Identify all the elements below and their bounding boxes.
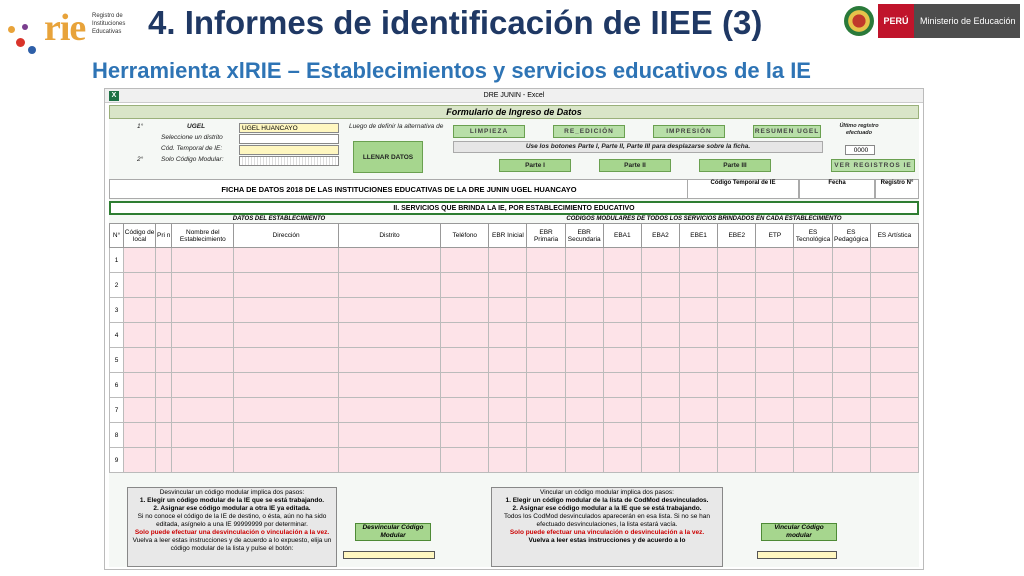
table-row [110,448,919,473]
table-cell[interactable] [172,398,234,423]
table-body [110,248,919,473]
logo-dot [16,38,25,47]
table-cell[interactable] [338,423,440,448]
fecha-header: Fecha [799,179,875,199]
table-cell[interactable] [870,298,918,323]
excel-icon: X [109,91,119,101]
instr-line: 2. Asignar ese código modular a la IE que se está trabajando. [512,505,702,512]
nav-note: Use los botones Parte I, Parte II, Parte III para desplazarse sobre la ficha. [453,141,823,153]
table-cell[interactable] [756,248,794,273]
table-cell[interactable] [603,373,641,398]
step1-label: 1° [137,123,144,130]
table-cell[interactable] [156,373,172,398]
table-cell[interactable] [680,273,718,298]
table-cell[interactable] [124,348,156,373]
table-cell[interactable] [156,348,172,373]
table-cell[interactable] [718,323,756,348]
table-cell[interactable] [338,373,440,398]
table-cell[interactable] [338,273,440,298]
logo-subtitle: Registro de Instituciones Educativas [92,13,126,35]
table-cell[interactable] [832,448,870,473]
worksheet [109,105,919,567]
instr-line: 1. Elegir un código modular de la lista de CodMod desvinculados. [505,497,709,504]
table-row [110,423,919,448]
row-number: 8 [110,423,124,448]
logo-dot [8,26,15,33]
table-cell[interactable] [680,248,718,273]
modular-field[interactable] [239,156,339,166]
table-cell[interactable] [870,273,918,298]
table-cell[interactable] [680,323,718,348]
table-cell[interactable] [489,398,527,423]
col-header: ES Artística [870,224,918,248]
row-number: 2 [110,273,124,298]
table-cell[interactable] [565,273,603,298]
col-header: EBA2 [641,224,679,248]
table-cell[interactable] [527,348,565,373]
table-cell[interactable] [172,248,234,273]
table-cell[interactable] [794,348,832,373]
table-row [110,323,919,348]
services-table [109,223,919,473]
table-cell[interactable] [527,448,565,473]
table-cell[interactable] [172,348,234,373]
temp-code-label: Cód. Temporal de IE: [161,145,223,152]
table-cell[interactable] [234,373,338,398]
table-cell[interactable] [870,373,918,398]
table-cell[interactable] [234,248,338,273]
table-cell[interactable] [680,373,718,398]
coat-of-arms-icon [844,6,874,36]
page-title: 4. Informes de identificación de IIEE (3) [148,4,763,41]
instr-line: Vuelva a leer estas instrucciones y de acuerdo a lo [528,537,686,544]
col-header: ETP [756,224,794,248]
table-cell[interactable] [718,373,756,398]
table-row [110,373,919,398]
instr-line: 2. Asignar ese código modular a otra IE ya editada. [153,505,311,512]
col-header: Distrito [338,224,440,248]
table-cell[interactable] [680,298,718,323]
table-cell[interactable] [489,448,527,473]
instr-line: Todos los CodMod desvinculados aparecerán en esa lista. Si no se han efectuado desvinculaciones, la lista estará vacía. [504,513,710,528]
table-header-row [110,224,919,248]
step2-label: 2° [137,156,144,163]
table-cell[interactable] [441,248,489,273]
table-cell[interactable] [603,298,641,323]
parte3-button[interactable]: Parte III [699,159,771,172]
table-cell[interactable] [172,323,234,348]
col-header: Pri n [156,224,172,248]
limpieza-button[interactable]: LIMPIEZA [453,125,525,138]
table-cell[interactable] [441,398,489,423]
ficha-title: FICHA DE DATOS 2018 DE LAS INSTITUCIONES EDUCATIVAS DE LA DRE JUNIN UGEL HUANCAYO [109,179,689,199]
table-cell[interactable] [832,323,870,348]
table-cell[interactable] [718,398,756,423]
desvincular-button[interactable]: Desvincular Código Modular [355,523,431,541]
table-cell[interactable] [718,248,756,273]
rie-logo [4,2,144,58]
table-cell[interactable] [565,298,603,323]
row-number: 6 [110,373,124,398]
table-cell[interactable] [234,348,338,373]
excel-window [104,88,924,570]
col-header: EBE2 [718,224,756,248]
table-cell[interactable] [527,423,565,448]
table-cell[interactable] [756,398,794,423]
peru-label: PERÚ [878,4,914,38]
table-cell[interactable] [172,298,234,323]
table-cell[interactable] [441,323,489,348]
table-cell[interactable] [527,248,565,273]
table-cell[interactable] [756,298,794,323]
instr-line: Solo puede efectuar una desvinculación o vinculación a la vez. [134,529,330,536]
table-cell[interactable] [680,398,718,423]
table-cell[interactable] [338,348,440,373]
table-cell[interactable] [565,423,603,448]
table-row [110,273,919,298]
table-cell[interactable] [489,423,527,448]
row-number: 4 [110,323,124,348]
temp-code-header: Código Temporal de IE [687,179,799,199]
col-header: EBE1 [680,224,718,248]
window-title: DRE JUNIN - Excel [483,92,545,99]
table-cell[interactable] [641,423,679,448]
table-cell[interactable] [441,448,489,473]
ugel-label: UGEL [187,123,206,130]
table-cell[interactable] [718,273,756,298]
table-cell[interactable] [641,298,679,323]
table-cell[interactable] [527,298,565,323]
re-edicion-button[interactable]: RE_EDICIÓN [553,125,625,138]
table-cell[interactable] [527,323,565,348]
desvincular-instructions [127,487,337,567]
table-cell[interactable] [756,273,794,298]
table-cell[interactable] [794,323,832,348]
table-row [110,348,919,373]
table-cell[interactable] [338,298,440,323]
table-cell[interactable] [870,323,918,348]
table-cell[interactable] [156,248,172,273]
row-number: 9 [110,448,124,473]
row-number: 7 [110,398,124,423]
table-cell[interactable] [832,298,870,323]
table-cell[interactable] [832,398,870,423]
table-cell[interactable] [172,373,234,398]
table-cell[interactable] [756,348,794,373]
table-cell[interactable] [680,448,718,473]
instr-line: Vuelva a leer estas instrucciones y de acuerdo a lo expuesto, elija un código modular de la lista y pulse el botón: [132,537,332,552]
table-cell[interactable] [832,373,870,398]
col-header: ES Pedagógica [832,224,870,248]
table-cell[interactable] [124,373,156,398]
table-cell[interactable] [756,423,794,448]
table-cell[interactable] [489,323,527,348]
ministry-logo [844,4,1020,38]
sub-header-right: CODIGOS MODULARES DE TODOS LOS SERVICIOS BRINDADOS EN CADA ESTABLECIMIENTO [566,216,842,222]
table-cell[interactable] [156,273,172,298]
table-cell[interactable] [794,248,832,273]
table-cell[interactable] [565,448,603,473]
impresion-button[interactable]: IMPRESIÓN [653,125,725,138]
table-cell[interactable] [641,323,679,348]
table-cell[interactable] [156,298,172,323]
row-number: 1 [110,248,124,273]
table-cell[interactable] [718,298,756,323]
table-cell[interactable] [756,323,794,348]
table-cell[interactable] [338,448,440,473]
col-header: EBR Inicial [489,224,527,248]
table-cell[interactable] [489,373,527,398]
table-cell[interactable] [641,273,679,298]
modular-label: Solo Código Modular: [161,156,224,163]
parte1-button[interactable]: Parte I [499,159,571,172]
table-cell[interactable] [641,448,679,473]
table-cell[interactable] [441,373,489,398]
table-cell[interactable] [718,423,756,448]
col-header: EBA1 [603,224,641,248]
table-cell[interactable] [441,348,489,373]
table-cell[interactable] [527,373,565,398]
table-cell[interactable] [718,448,756,473]
registro-header: Registro N° [875,179,919,199]
ultimo-registro-value: 0000 [845,145,875,155]
table-cell[interactable] [234,423,338,448]
table-cell[interactable] [172,448,234,473]
instr-line: Si no conoce el código de la IE de destino, o ésta, aún no ha sido editada, asígnelo a una IE 99999999 por determinar. [137,513,327,528]
table-cell[interactable] [680,423,718,448]
table-cell[interactable] [565,323,603,348]
table-cell[interactable] [565,373,603,398]
table-cell[interactable] [124,248,156,273]
desvincular-select[interactable] [343,551,435,559]
table-cell[interactable] [641,248,679,273]
table-cell[interactable] [124,423,156,448]
page-subtitle: Herramienta xlRIE – Establecimientos y servicios educativos de la IE [92,58,811,83]
table-cell[interactable] [756,373,794,398]
col-header: ES Tecnológica [794,224,832,248]
table-cell[interactable] [234,448,338,473]
table-cell[interactable] [124,398,156,423]
table-cell[interactable] [489,298,527,323]
table-cell[interactable] [794,423,832,448]
table-cell[interactable] [603,423,641,448]
table-cell[interactable] [832,348,870,373]
table-cell[interactable] [870,423,918,448]
table-row [110,298,919,323]
excel-titlebar [105,89,923,103]
table-cell[interactable] [156,323,172,348]
table-cell[interactable] [870,448,918,473]
table-cell[interactable] [338,248,440,273]
ugel-field[interactable]: UGEL HUANCAYO [239,123,339,133]
logo-dot [22,24,28,30]
table-cell[interactable] [794,298,832,323]
col-header: Código de local [124,224,156,248]
vincular-button[interactable]: Vincular Código modular [761,523,837,541]
table-cell[interactable] [156,448,172,473]
table-cell[interactable] [489,248,527,273]
sub-header-left: DATOS DEL ESTABLECIMIENTO [232,216,326,222]
table-cell[interactable] [680,348,718,373]
table-cell[interactable] [234,398,338,423]
table-cell[interactable] [489,348,527,373]
table-cell[interactable] [124,323,156,348]
table-cell[interactable] [172,273,234,298]
instr-line: Solo puede efectuar una vinculación o desvinculación a la vez. [509,529,705,536]
table-cell[interactable] [338,398,440,423]
instr-line: Vincular un código modular implica dos pasos: [540,489,674,496]
section-title: II. SERVICIOS QUE BRINDA LA IE, POR ESTABLECIMIENTO EDUCATIVO [109,201,919,215]
table-cell[interactable] [603,248,641,273]
table-cell[interactable] [527,273,565,298]
instr-line: Desvincular un código modular implica dos pasos: [159,489,305,496]
col-header: EBR Primaria [527,224,565,248]
table-cell[interactable] [870,398,918,423]
table-cell[interactable] [441,423,489,448]
table-cell[interactable] [234,298,338,323]
table-cell[interactable] [756,448,794,473]
col-header: EBR Secundaria [565,224,603,248]
resumen-ugel-button[interactable]: RESUMEN UGEL [753,125,821,138]
table-cell[interactable] [172,423,234,448]
table-cell[interactable] [832,273,870,298]
form-title: Formulario de Ingreso de Datos [109,105,919,119]
table-cell[interactable] [603,398,641,423]
col-header: Nombre del Establecimiento [172,224,234,248]
table-cell[interactable] [641,348,679,373]
table-cell[interactable] [441,298,489,323]
table-cell[interactable] [870,348,918,373]
table-row [110,248,919,273]
table-cell[interactable] [794,398,832,423]
row-number: 5 [110,348,124,373]
table-cell[interactable] [794,373,832,398]
table-cell[interactable] [156,423,172,448]
vincular-instructions [491,487,723,567]
ultimo-registro-label: Último registro efectuado [839,123,879,136]
table-cell[interactable] [124,448,156,473]
table-cell[interactable] [641,373,679,398]
district-select[interactable] [239,134,339,144]
define-note: Luego de definir la alternativa de [349,123,444,130]
table-cell[interactable] [603,448,641,473]
instr-line: 1. Elegir un código modular de la IE que se está trabajando. [139,497,325,504]
table-cell[interactable] [641,398,679,423]
table-cell[interactable] [832,423,870,448]
col-header: Dirección [234,224,338,248]
col-header: Teléfono [441,224,489,248]
table-cell[interactable] [527,398,565,423]
logo-text: rie [44,7,86,49]
table-cell[interactable] [124,298,156,323]
table-cell[interactable] [603,323,641,348]
table-row [110,398,919,423]
table-cell[interactable] [565,398,603,423]
table-cell[interactable] [441,273,489,298]
table-cell[interactable] [794,273,832,298]
table-cell[interactable] [234,323,338,348]
table-cell[interactable] [794,448,832,473]
table-cell[interactable] [718,348,756,373]
ministry-label: Ministerio de Educación [914,4,1020,38]
llenar-datos-button[interactable]: LLENAR DATOS [353,141,423,173]
table-cell[interactable] [870,248,918,273]
ver-registros-button[interactable]: VER REGISTROS IE [831,159,915,172]
temp-code-field[interactable] [239,145,339,155]
table-cell[interactable] [338,323,440,348]
table-cell[interactable] [603,348,641,373]
parte2-button[interactable]: Parte II [599,159,671,172]
logo-dot [28,46,36,54]
table-cell[interactable] [565,348,603,373]
district-label: Seleccione un distrito [161,134,223,141]
table-cell[interactable] [124,273,156,298]
row-number: 3 [110,298,124,323]
vincular-select[interactable] [757,551,837,559]
table-cell[interactable] [832,248,870,273]
col-header: N° [110,224,124,248]
table-cell[interactable] [489,273,527,298]
table-cell[interactable] [603,273,641,298]
table-cell[interactable] [156,398,172,423]
table-cell[interactable] [565,248,603,273]
table-cell[interactable] [234,273,338,298]
